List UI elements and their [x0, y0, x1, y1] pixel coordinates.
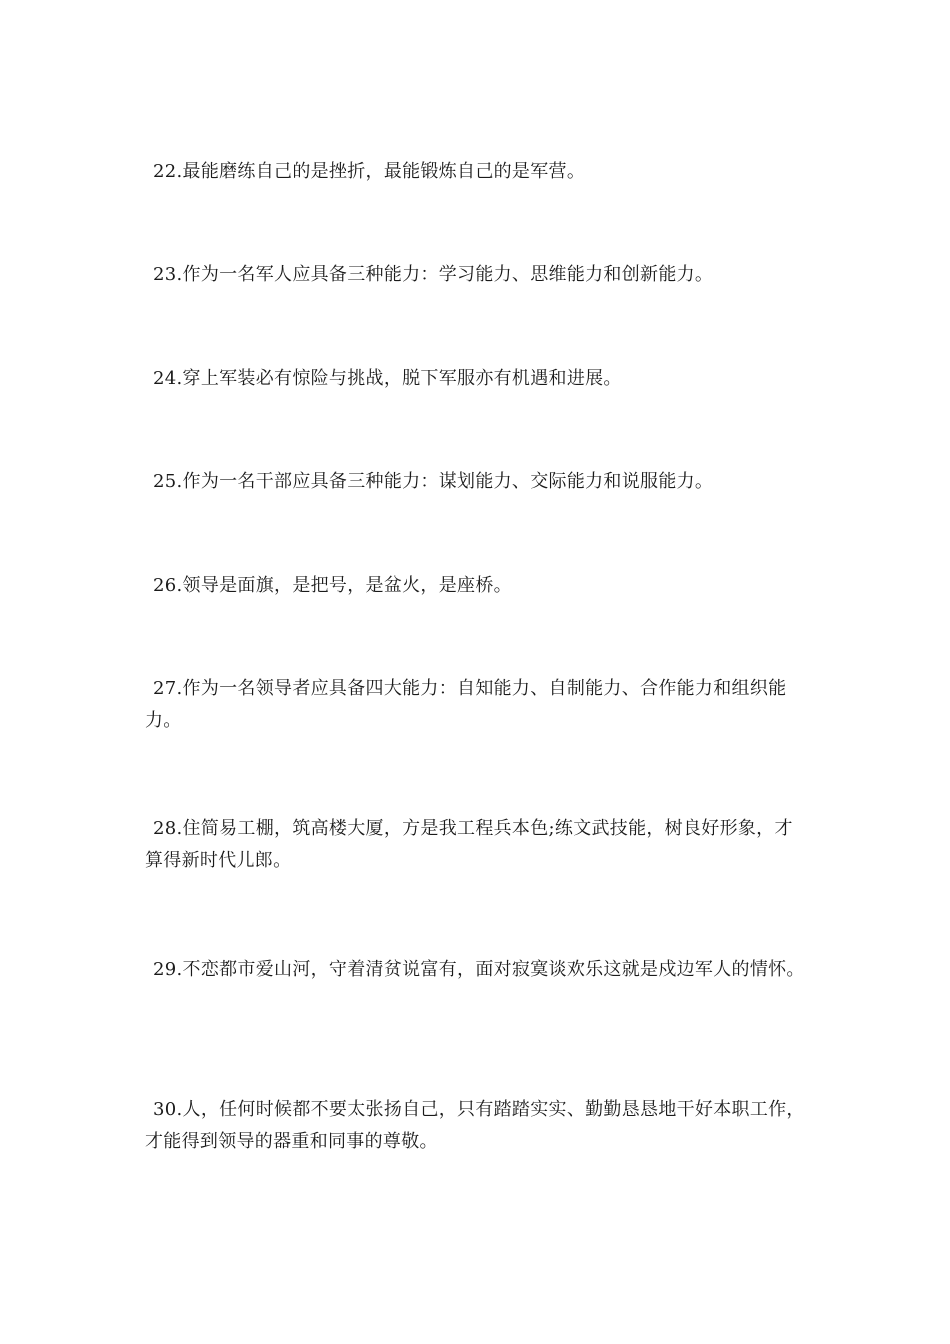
paragraph-29: 29.不恋都市爱山河，守着清贫说富有，面对寂寞谈欢乐这就是戍边军人的情怀。 [153, 959, 805, 980]
paragraph-25: 25.作为一名干部应具备三种能力：谋划能力、交际能力和说服能力。 [153, 471, 714, 492]
paragraph-27: 27.作为一名领导者应具备四大能力：自知能力、自制能力、合作能力和组织能力。 [145, 678, 787, 731]
paragraph-22: 22.最能磨练自己的是挫折，最能锻炼自己的是军营。 [153, 161, 586, 182]
paragraph-28: 28.住简易工棚，筑高楼大厦，方是我工程兵本色;练文武技能，树良好形象，才算得新时代儿郎。 [145, 818, 793, 871]
paragraph-24: 24.穿上军装必有惊险与挑战，脱下军服亦有机遇和进展。 [153, 368, 622, 389]
paragraph-23: 23.作为一名军人应具备三种能力：学习能力、思维能力和创新能力。 [153, 264, 714, 285]
paragraph-30: 30.人，任何时候都不要太张扬自己，只有踏踏实实、勤勤恳恳地干好本职工作，才能得到领导的器重和同事的尊敬。 [145, 1099, 805, 1152]
paragraph-26: 26.领导是面旗，是把号，是盆火，是座桥。 [153, 575, 512, 596]
